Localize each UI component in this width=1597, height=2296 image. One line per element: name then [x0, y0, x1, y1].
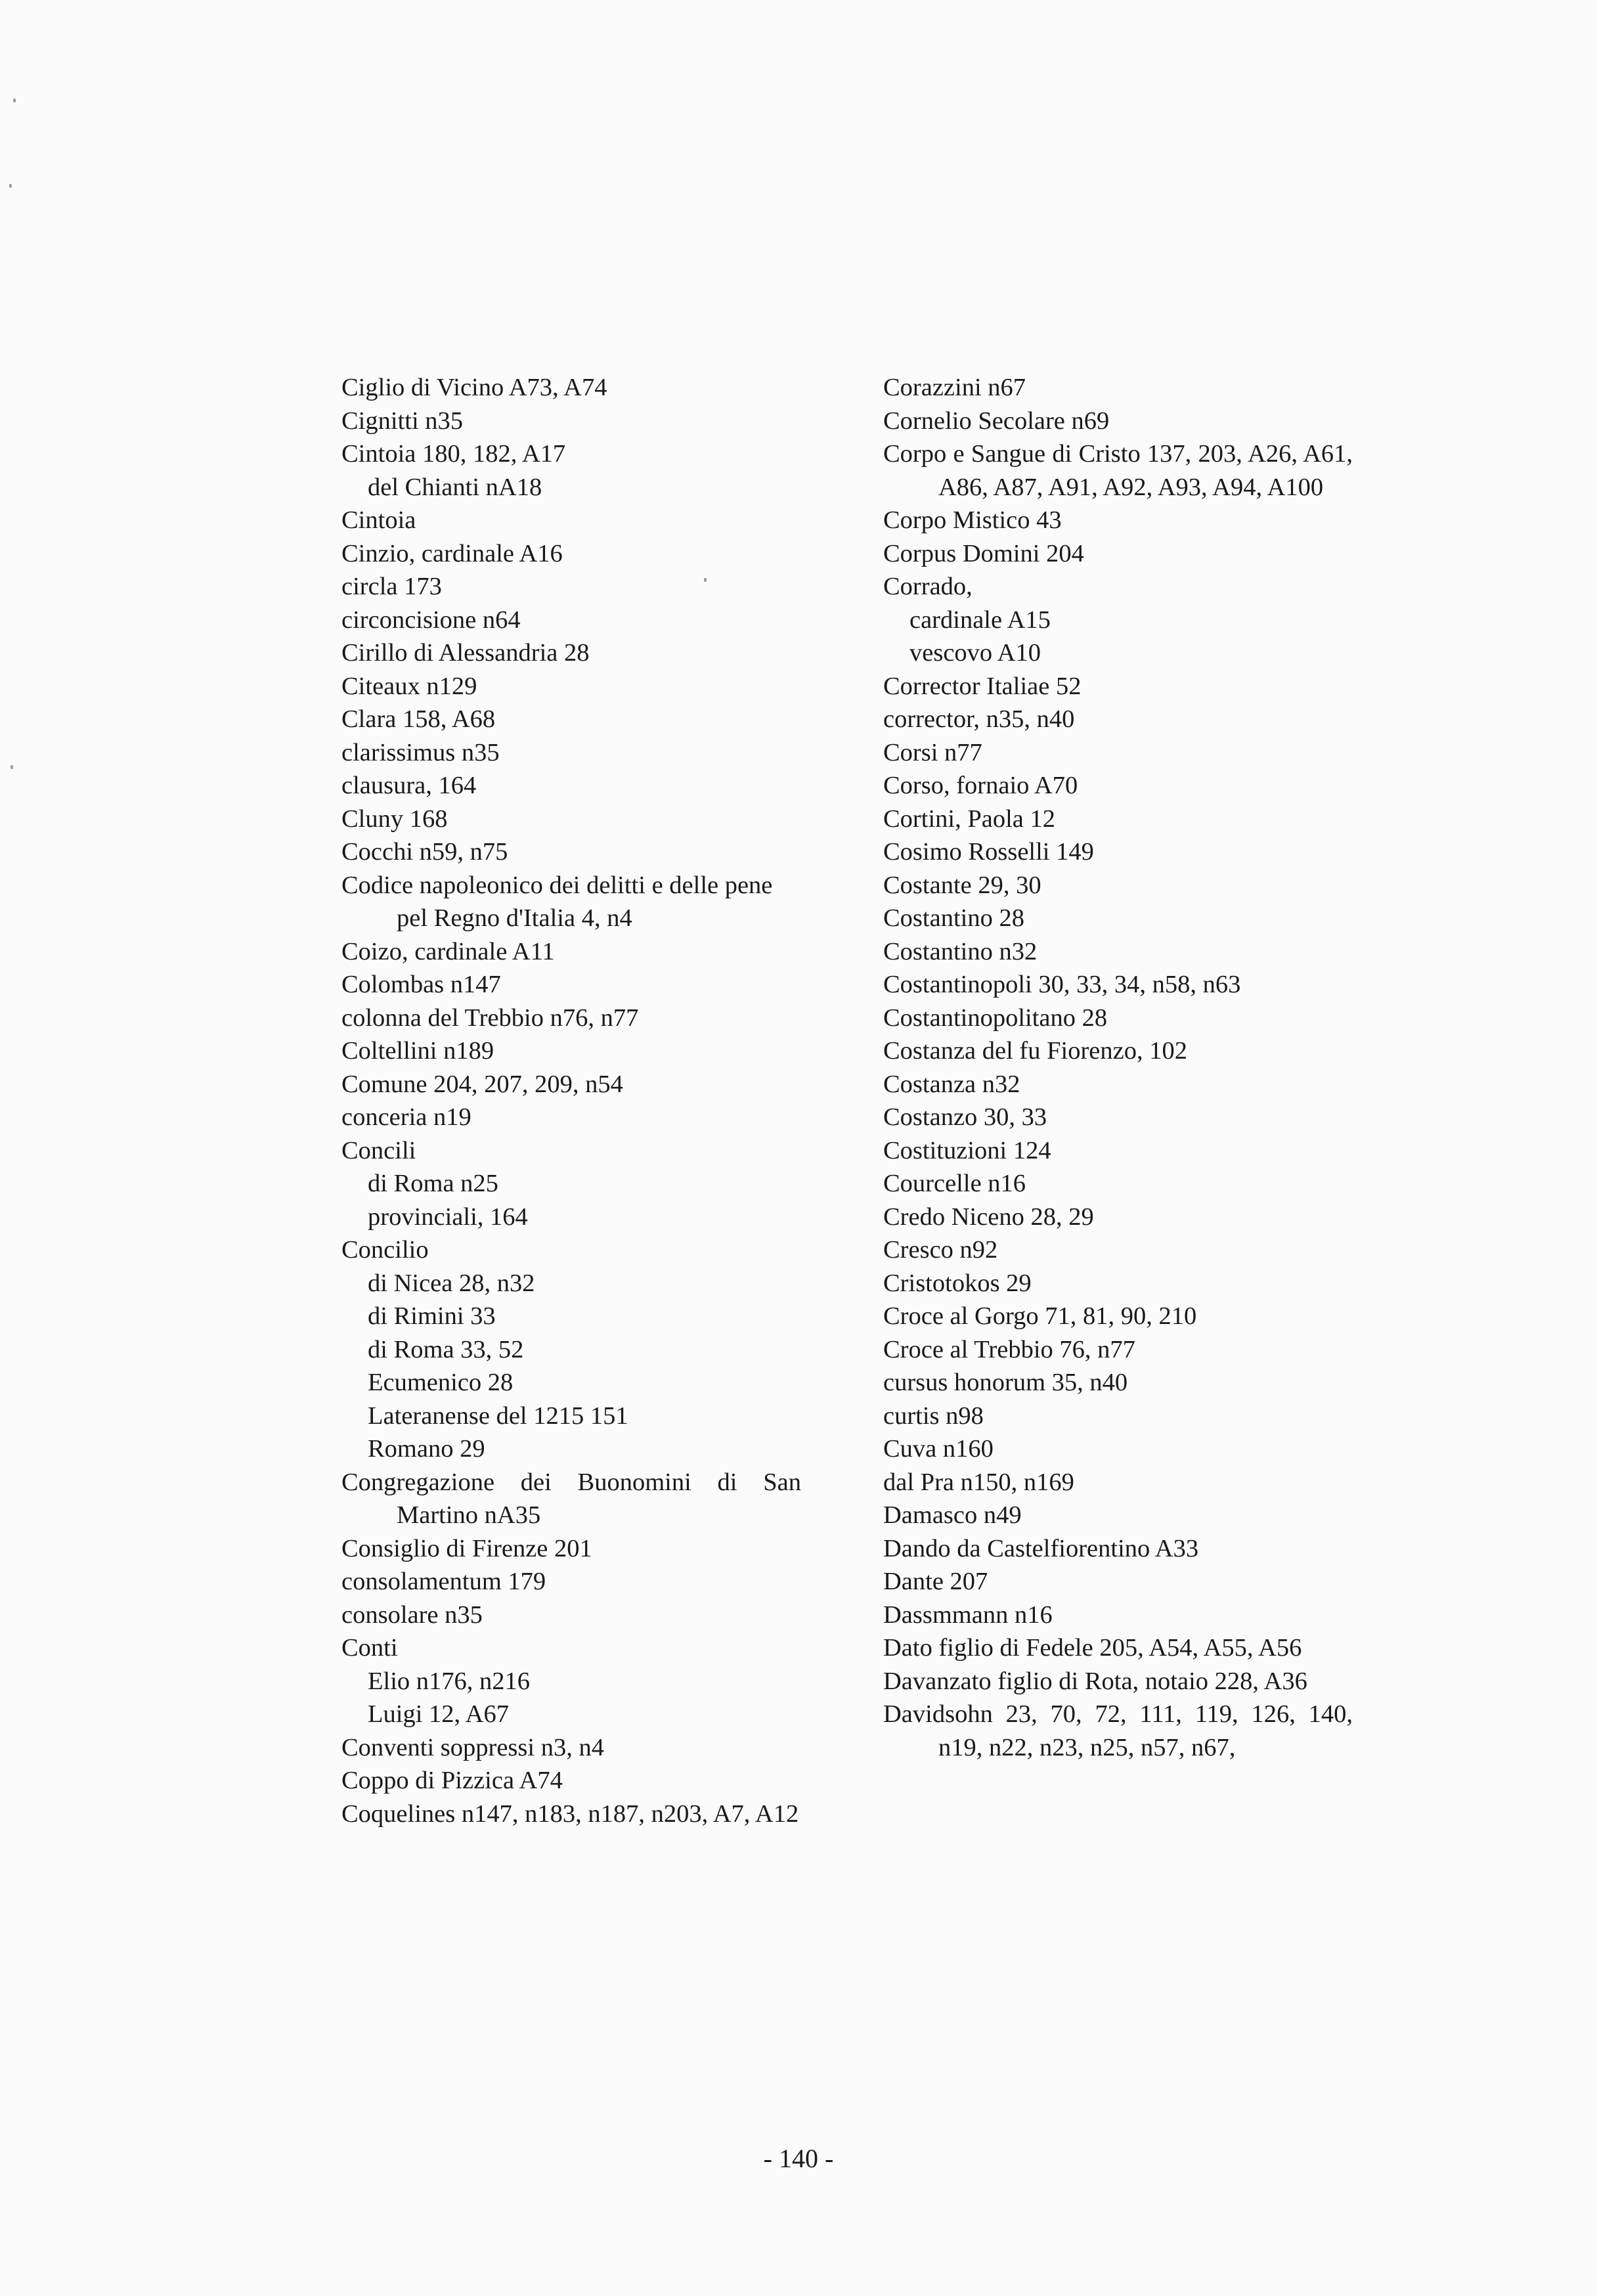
- index-subentry: Elio n176, n216: [368, 1667, 531, 1695]
- index-entry: Cristotokos 29: [883, 1269, 1032, 1297]
- index-entry: Concilio: [341, 1236, 429, 1264]
- index-entry: Congregazione dei Buonomini di San Martino nA35: [341, 1468, 801, 1529]
- index-entry: Davidsohn 23, 70, 72, 111, 119, 126, 140, n19, n22, n23, n25, n57, n67,: [883, 1700, 1353, 1761]
- index-column-left: [341, 371, 801, 1830]
- index-entry: Costante 29, 30: [883, 871, 1041, 899]
- index-entry: Costantinopolitano 28: [883, 1004, 1108, 1032]
- index-entry: Costantinopoli 30, 33, 34, n58, n63: [883, 971, 1241, 998]
- index-entry: Corpo Mistico 43: [883, 506, 1062, 534]
- index-entry: Codice napoleonico dei delitti e delle pene pel Regno d'Italia 4, n4: [341, 871, 773, 932]
- index-entry: Costanza del fu Fiorenzo, 102: [883, 1037, 1187, 1065]
- index-entry: Corazzini n67: [883, 374, 1026, 401]
- index-entry: Dato figlio di Fedele 205, A54, A55, A56: [883, 1634, 1302, 1662]
- index-subentry: di Rimini 33: [368, 1302, 496, 1330]
- index-entry: Cintoia: [341, 506, 416, 534]
- index-entry: Corpo e Sangue di Cristo 137, 203, A26, A61, A86, A87, A91, A92, A93, A94, A100: [883, 440, 1353, 501]
- index-entry: circoncisione n64: [341, 606, 521, 634]
- index-entry: dal Pra n150, n169: [883, 1468, 1074, 1496]
- index-subentry: provinciali, 164: [368, 1203, 528, 1231]
- index-entry: Corso, fornaio A70: [883, 772, 1078, 799]
- index-entry: Colombas n147: [341, 971, 501, 998]
- index-entry: Damasco n49: [883, 1501, 1022, 1529]
- index-entry: clausura, 164: [341, 772, 477, 799]
- index-entry: Cosimo Rosselli 149: [883, 838, 1094, 866]
- index-entry: Costituzioni 124: [883, 1136, 1051, 1164]
- index-subentry: Lateranense del 1215 151: [368, 1402, 628, 1430]
- page-number: - 140 -: [763, 2144, 834, 2173]
- index-entry: Courcelle n16: [883, 1170, 1026, 1197]
- index-entry: Cresco n92: [883, 1236, 998, 1264]
- index-entry: consolare n35: [341, 1601, 483, 1629]
- index-entry: conceria n19: [341, 1103, 471, 1131]
- index-entry: Clara 158, A68: [341, 705, 496, 733]
- index-entry: consolamentum 179: [341, 1568, 546, 1595]
- index-entry: Dassmmann n16: [883, 1601, 1053, 1629]
- index-entry: Cluny 168: [341, 805, 448, 833]
- index-entry: circla 173: [341, 573, 442, 600]
- index-entry: Dando da Castelfiorentino A33: [883, 1534, 1199, 1562]
- index-entry: Conti: [341, 1634, 398, 1662]
- index-entry: Cinzio, cardinale A16: [341, 539, 563, 567]
- index-entry: corrector, n35, n40: [883, 705, 1075, 733]
- index-entry: Croce al Gorgo 71, 81, 90, 210: [883, 1302, 1197, 1330]
- index-entry: Dante 207: [883, 1568, 988, 1595]
- index-entry: Corsi n77: [883, 738, 982, 766]
- index-entry: colonna del Trebbio n76, n77: [341, 1004, 639, 1032]
- index-entry: Costanzo 30, 33: [883, 1103, 1047, 1131]
- index-subentry: di Roma 33, 52: [368, 1335, 524, 1363]
- index-entry: Citeaux n129: [341, 672, 477, 700]
- index-entry: Costantino 28: [883, 904, 1024, 932]
- index-entry: Concili: [341, 1136, 416, 1164]
- index-entry: Cortini, Paola 12: [883, 805, 1055, 833]
- scan-speck: [13, 99, 16, 102]
- index-subentry: di Roma n25: [368, 1170, 498, 1197]
- scan-speck: [11, 765, 13, 769]
- index-entry: Coquelines n147, n183, n187, n203, A7, A12: [341, 1799, 799, 1828]
- index-subentry: del Chianti nA18: [368, 473, 542, 501]
- index-entry: Davanzato figlio di Rota, notaio 228, A36: [883, 1667, 1307, 1695]
- index-entry: Costanza n32: [883, 1070, 1020, 1098]
- index-entry: Comune 204, 207, 209, n54: [341, 1070, 623, 1098]
- index-entry: Costantino n32: [883, 937, 1038, 965]
- index-entry: Croce al Trebbio 76, n77: [883, 1335, 1135, 1363]
- index-entry: Conventi soppressi n3, n4: [341, 1733, 604, 1761]
- index-entry: clarissimus n35: [341, 738, 500, 766]
- index-entry: Coltellini n189: [341, 1037, 494, 1065]
- index-subentry: Romano 29: [368, 1435, 485, 1463]
- index-entry: Consiglio di Firenze 201: [341, 1534, 592, 1562]
- index-entry: Cocchi n59, n75: [341, 838, 508, 866]
- index-entry: Cintoia 180, 182, A17: [341, 440, 566, 468]
- index-entry: Corpus Domini 204: [883, 539, 1084, 567]
- index-entry: curtis n98: [883, 1402, 984, 1430]
- index-subentry: di Nicea 28, n32: [368, 1269, 535, 1297]
- index-entry: Corrector Italiae 52: [883, 672, 1082, 700]
- index-entry: Coppo di Pizzica A74: [341, 1767, 563, 1794]
- index-entry: Ciglio di Vicino A73, A74: [341, 374, 607, 401]
- index-entry: Coizo, cardinale A11: [341, 937, 555, 965]
- index-entry: Cornelio Secolare n69: [883, 407, 1110, 435]
- index-subentry: Luigi 12, A67: [368, 1700, 509, 1728]
- index-subentry: cardinale A15: [909, 606, 1051, 634]
- index-entry: Cignitti n35: [341, 407, 464, 435]
- index-entry: cursus honorum 35, n40: [883, 1369, 1128, 1396]
- index-entry: Credo Niceno 28, 29: [883, 1203, 1094, 1231]
- index-subentry: Ecumenico 28: [368, 1369, 514, 1396]
- index-column-right: [883, 371, 1353, 1764]
- index-entry: Cuva n160: [883, 1435, 994, 1463]
- index-entry: Corrado,: [883, 573, 973, 600]
- scan-speck: [9, 184, 12, 188]
- index-subentry: vescovo A10: [909, 639, 1041, 667]
- index-entry: Cirillo di Alessandria 28: [341, 639, 590, 667]
